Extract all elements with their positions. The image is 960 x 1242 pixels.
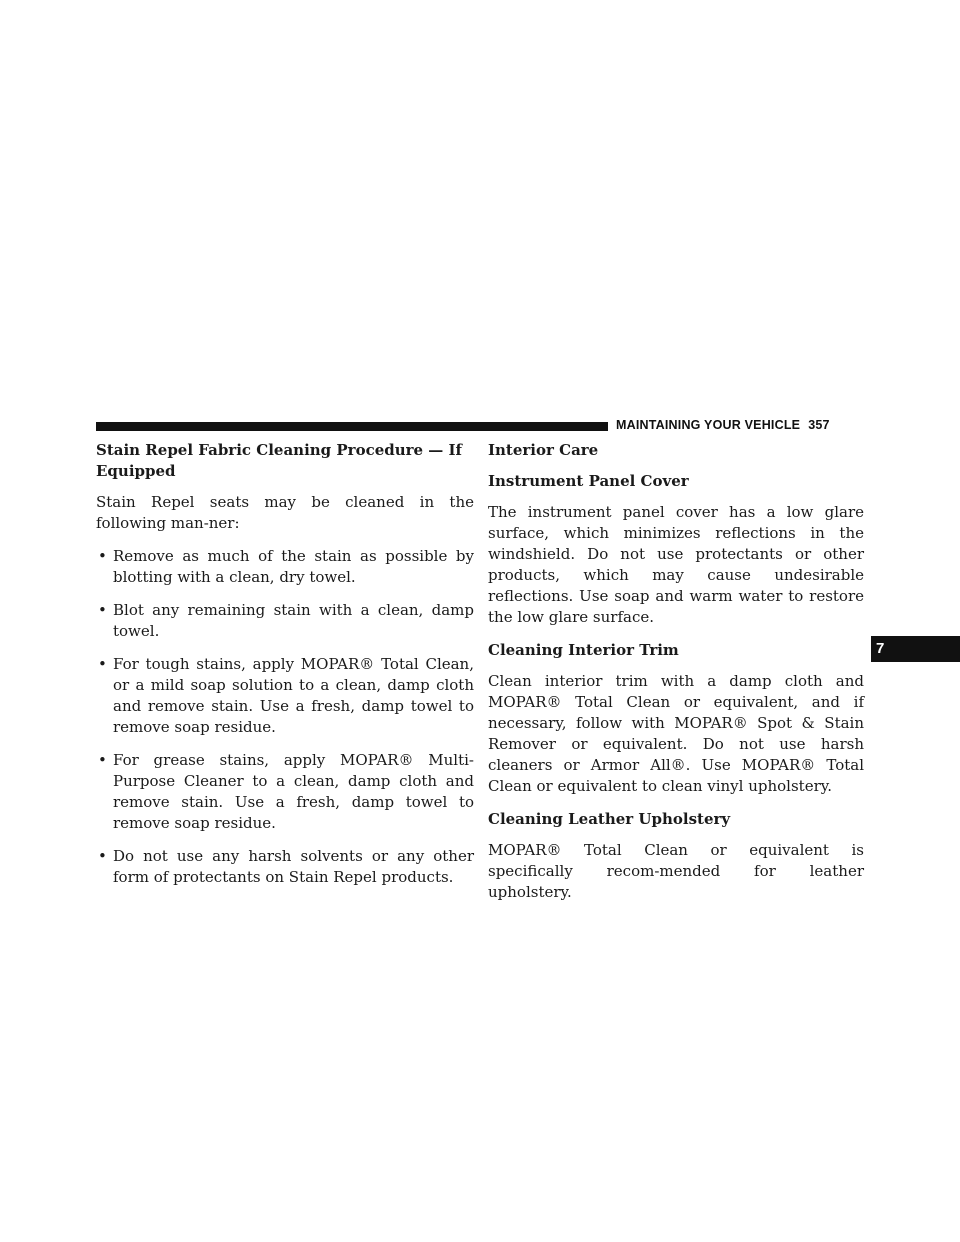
- list-item: • Blot any remaining stain with a clean, damp towel.: [98, 601, 474, 640]
- bullet-icon: •: [98, 751, 107, 769]
- running-header: [616, 418, 830, 432]
- list-item: • For grease stains, apply MOPAR® Multi-Purpose Cleaner to a clean, damp cloth and remove stain. Use a fresh, damp towel to remove soap residue.: [98, 751, 474, 832]
- stain-repel-intro: Stain Repel seats may be cleaned in the following man-ner:: [96, 493, 474, 532]
- instrument-panel-heading: Instrument Panel Cover: [488, 472, 689, 490]
- interior-trim-text: Clean interior trim with a damp cloth and MOPAR® Total Clean or equivalent, and if necessary, follow with MOPAR® Spot & Stain Remover or equivalent. Do not use harsh cleaners or Armor All®. Use MOPAR® Total Clean or equivalent to clean vinyl upholstery.: [488, 672, 864, 795]
- page-number: 357: [808, 418, 830, 432]
- left-column: [96, 440, 474, 900]
- leather-text: MOPAR® Total Clean or equivalent is specifically recom-mended for leather upholstery.: [488, 841, 864, 901]
- interior-trim-heading: Cleaning Interior Trim: [488, 641, 679, 659]
- leather-heading: Cleaning Leather Upholstery: [488, 810, 731, 828]
- list-item: • For tough stains, apply MOPAR® Total Clean, or a mild soap solution to a clean, damp cloth and remove stain. Use a fresh, damp towel to remove soap residue.: [98, 655, 474, 736]
- stain-repel-heading: Stain Repel Fabric Cleaning Procedure — If Equipped: [96, 441, 462, 480]
- list-item: • Do not use any harsh solvents or any other form of protectants on Stain Repel products.: [98, 847, 474, 886]
- bullet-icon: •: [98, 601, 107, 619]
- instrument-panel-text: The instrument panel cover has a low glare surface, which minimizes reflections in the windshield. Do not use protectants or other products, which may cause undesirable reflections. Use soap and warm water to restore the low glare surface.: [488, 503, 864, 626]
- stain-repel-steps: [96, 546, 474, 888]
- interior-care-heading: Interior Care: [488, 441, 599, 459]
- bullet-icon: •: [98, 547, 107, 565]
- right-column: [488, 440, 864, 915]
- bullet-icon: •: [98, 655, 107, 673]
- header-rule: [96, 422, 608, 431]
- chapter-tab: 7: [871, 636, 960, 662]
- bullet-icon: •: [98, 847, 107, 865]
- section-title: MAINTAINING YOUR VEHICLE: [616, 418, 801, 432]
- list-item: • Remove as much of the stain as possible by blotting with a clean, dry towel.: [98, 547, 474, 586]
